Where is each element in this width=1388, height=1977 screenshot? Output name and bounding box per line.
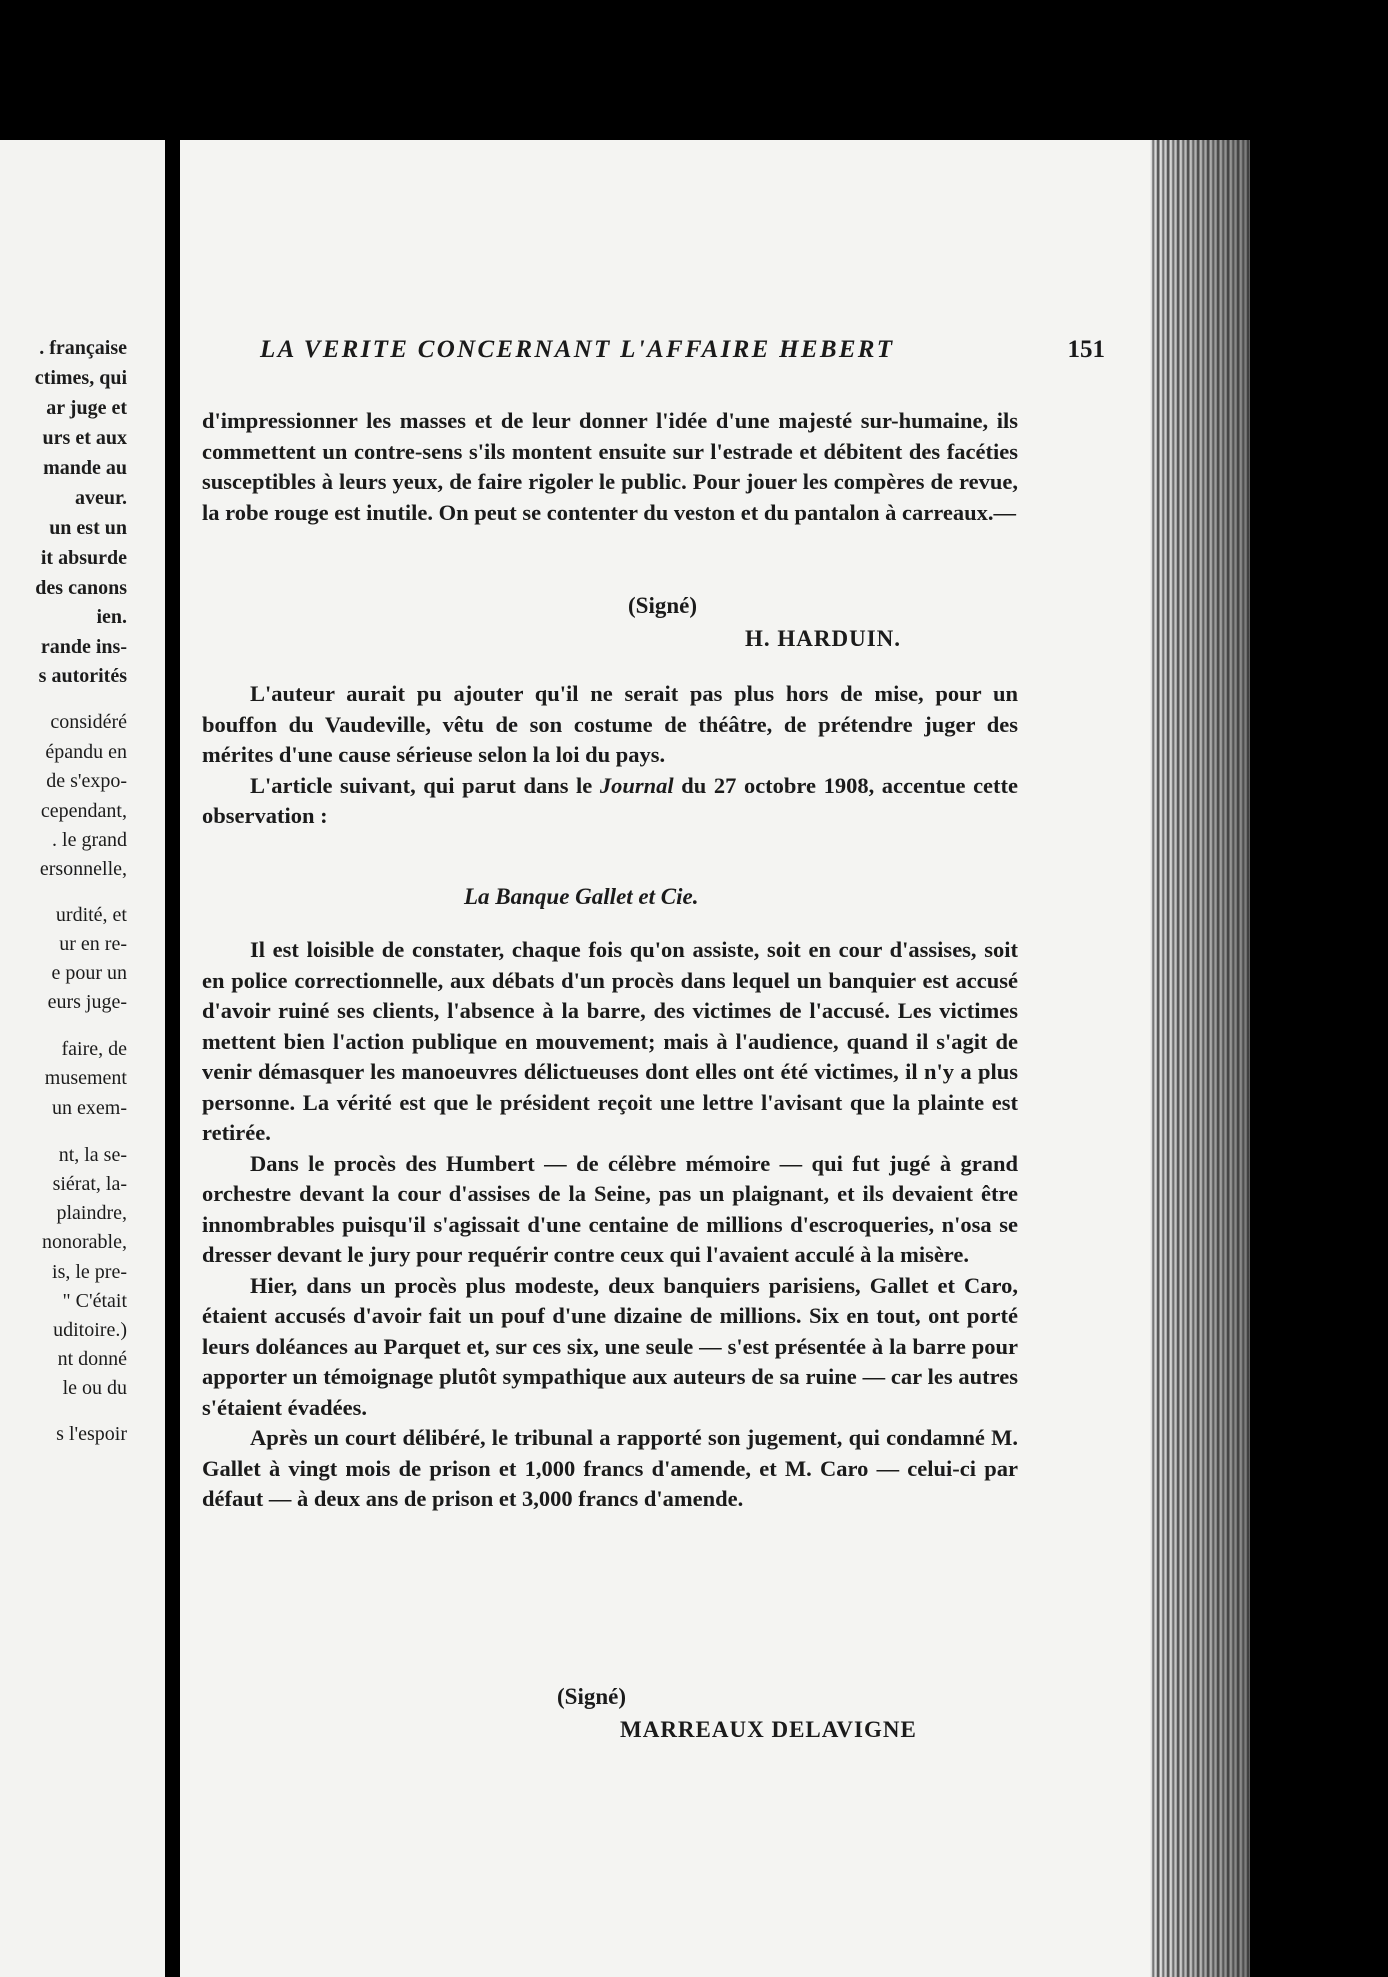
article-title: La Banque Gallet et Cie.	[464, 884, 699, 909]
left-page-fragment: eurs juge-	[47, 991, 127, 1013]
left-page-fragment: un est un	[49, 517, 127, 539]
left-page-fragment: uditoire.)	[53, 1319, 127, 1341]
right-page	[180, 140, 1250, 1977]
left-page-fragment: it absurde	[40, 547, 127, 569]
left-page-fragment: un exem-	[52, 1097, 127, 1119]
left-page-fragment: urdité, et	[55, 904, 127, 926]
left-page-fragment: faire, de	[61, 1038, 127, 1060]
letter-text	[202, 406, 1018, 528]
left-facing-page	[0, 140, 165, 1977]
left-page-fragment: ien.	[96, 606, 127, 628]
left-page-fragment: is, le pre-	[52, 1261, 127, 1283]
article-text	[202, 935, 1018, 1515]
left-page-fragment: cependant,	[40, 800, 127, 822]
article-signed-label: (Signé)	[557, 1684, 626, 1709]
article-paragraph-1: Il est loisible de constater, chaque fois qu'on assiste, soit en cour d'assises, soit en police correctionnelle, aux débats d'un procès dans lequel un banquier est accusé d'avoir ruiné ses clients, l'absence à la barre, des victimes de l'accusé. Les victimes mettent bien l'action publique en mouvement; mais à l'audience, quand il s'agit de venir démasquer les manoeuvres délictueuses dont elles ont été victimes, il n'y a plus personne. La vérité est que le président reçoit une lettre l'avisant que la plainte est retirée.	[202, 937, 1018, 1145]
commentary-paragraph-2-before: L'article suivant, qui parut dans le	[250, 772, 593, 798]
left-page-fragment: plaindre,	[56, 1202, 127, 1224]
left-page-fragment: s l'espoir	[56, 1423, 127, 1445]
commentary-paragraph-2	[202, 771, 1018, 832]
left-page-fragment: ar juge et	[46, 397, 127, 419]
letter-paragraph: d'impressionner les masses et de leur donner l'idée d'une majesté sur-humaine, ils commettent un contre-sens s'ils montent ensuite sur l'estrade et débitent des facéties susceptibles à leurs yeux, de faire rigoler le public. Pour jouer les compères de revue, la robe rouge est inutile. On peut se contenter du veston et du pantalon à carreaux.—	[202, 408, 1018, 525]
article-paragraph-3: Hier, dans un procès plus modeste, deux banquiers parisiens, Gallet et Caro, étaient accusés d'avoir fait un pouf d'une dizaine de millions. Six en tout, ont porté leurs doléances au Parquet et, sur ces six, une seule — s'est présentée à la barre pour apporter un témoignage plutôt sympathique aux auteurs de sa ruine — car les autres s'étaient évadées.	[202, 1272, 1018, 1420]
running-title: LA VERITE CONCERNANT L'AFFAIRE HEBERT	[260, 336, 895, 363]
journal-name: Journal	[599, 772, 674, 798]
left-page-fragment: nt, la se-	[58, 1144, 127, 1166]
left-page-fragment: considéré	[50, 711, 127, 733]
article-paragraph-2: Dans le procès des Humbert — de célèbre mémoire — qui fut jugé à grand orchestre devant la cour d'assises de la Seine, pas un plaignant, et ils devaient être innombrables puisqu'il s'agissait d'une centaine de millions d'escroqueries, n'osa se dresser devant le jury pour requérir contre ceux qui l'avaient acculé à la misère.	[202, 1150, 1018, 1267]
article-paragraph-4: Après un court délibéré, le tribunal a rapporté son jugement, qui condamné M. Gallet à vingt mois de prison et 1,000 francs d'amende, et M. Caro — celui-ci par défaut — à deux ans de prison et 3,000 francs d'amende.	[202, 1425, 1018, 1511]
left-page-fragment: siérat, la-	[52, 1173, 127, 1195]
left-page-fragment: nonorable,	[42, 1231, 127, 1253]
page-number: 151	[1067, 336, 1105, 363]
left-page-fragment: rande ins-	[40, 636, 127, 658]
left-page-fragment: urs et aux	[42, 427, 127, 449]
left-page-fragment: épandu en	[45, 741, 127, 763]
page-edge-fade	[1150, 140, 1250, 1977]
left-page-fragment: ctimes, qui	[34, 367, 127, 389]
commentary-paragraph-2-after: du 27 octobre 1908, accentue cette observation :	[202, 772, 1019, 828]
left-page-fragment: des canons	[35, 577, 127, 599]
left-page-fragment: ur en re-	[59, 933, 127, 955]
left-page-fragment: mande au	[43, 457, 127, 479]
left-page-fragment: musement	[44, 1067, 127, 1089]
left-page-fragment: s autorités	[38, 665, 127, 687]
left-page-fragment: aveur.	[74, 487, 127, 509]
letter-signed-label: (Signé)	[628, 593, 697, 618]
left-page-fragment: ersonnelle,	[39, 858, 127, 880]
left-page-fragment: e pour un	[51, 962, 127, 984]
left-page-fragment: . française	[39, 337, 127, 359]
letter-signed-name: H. HARDUIN.	[745, 626, 902, 651]
left-page-fragment: de s'expo-	[46, 770, 127, 792]
commentary-text	[202, 679, 1018, 832]
left-page-fragment: " C'était	[62, 1290, 127, 1312]
running-head	[260, 336, 1105, 370]
left-page-fragment: . le grand	[52, 829, 127, 851]
commentary-paragraph-1: L'auteur aurait pu ajouter qu'il ne serait pas plus hors de mise, pour un bouffon du Vaudeville, vêtu de son costume de théâtre, de prétendre juger des mérites d'une cause sérieuse selon la loi du pays.	[202, 681, 1018, 767]
article-signed-name: MARREAUX DELAVIGNE	[620, 1717, 917, 1742]
left-page-fragment: nt donné	[57, 1348, 127, 1370]
left-page-fragment: le ou du	[62, 1377, 127, 1399]
